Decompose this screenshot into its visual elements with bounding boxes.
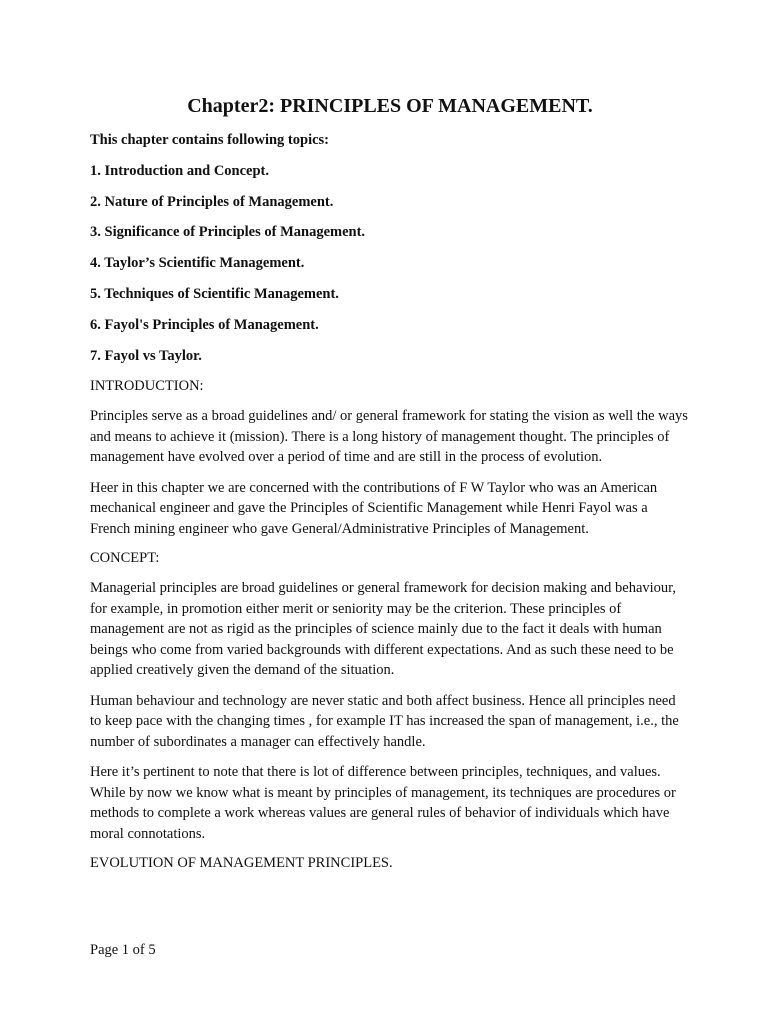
concept-paragraph: Human behaviour and technology are never static and both affect business. Hence all principles need to keep pace with the changing times , for example IT has increased the span of management, i.e., the number of subordinates a manager can effectively handle.: [90, 692, 679, 750]
evolution-heading: EVOLUTION OF MANAGEMENT PRINCIPLES.: [90, 855, 393, 872]
introduction-paragraph: Heer in this chapter we are concerned with the contributions of F W Taylor who was an American mechanical engineer and gave the Principles of Scientific Management while Henri Fayol was a French mining engineer who gave General/Administrative Principles of Management.: [90, 479, 658, 537]
topic-item: 3. Significance of Principles of Management.: [90, 224, 366, 241]
concept-paragraph: Managerial principles are broad guidelines or general framework for decision making and behaviour, for example, in promotion either merit or seniority may be the criterion. These principles of management are not as rigid as the principles of science mainly due to the fact it deals with human beings who come from varied backgrounds with different expectations. And as such these need to be applied creatively given the demand of the situation.: [90, 580, 677, 679]
topic-item: 4. Taylor’s Scientific Management.: [90, 255, 305, 272]
concept-heading: CONCEPT:: [90, 550, 160, 567]
introduction-paragraph: Principles serve as a broad guidelines and/ or general framework for stating the vision as well the ways and means to achieve it (mission). There is a long history of management thought. The principles of management have evolved over a period of time and are still in the process of evolution.: [90, 408, 688, 466]
document-body: [90, 94, 690, 883]
introduction-heading: INTRODUCTION:: [90, 378, 204, 395]
page-number-footer: Page 1 of 5: [90, 942, 156, 958]
topics-intro-line: This chapter contains following topics:: [90, 132, 330, 148]
topic-item: 6. Fayol's Principles of Management.: [90, 316, 319, 333]
topic-item: 1. Introduction and Concept.: [90, 162, 269, 179]
topic-item: 7. Fayol vs Taylor.: [90, 347, 202, 364]
topic-item: 5. Techniques of Scientific Management.: [90, 285, 339, 302]
chapter-title: Chapter2: PRINCIPLES OF MANAGEMENT.: [187, 95, 593, 117]
concept-paragraph: Here it’s pertinent to note that there is lot of difference between principles, techniques, and values. While by now we know what is meant by principles of management, its techniques are procedures or methods to complete a work whereas values are general rules of behavior of individuals which have moral connotations.: [90, 764, 676, 842]
topic-item: 2. Nature of Principles of Management.: [90, 193, 334, 210]
